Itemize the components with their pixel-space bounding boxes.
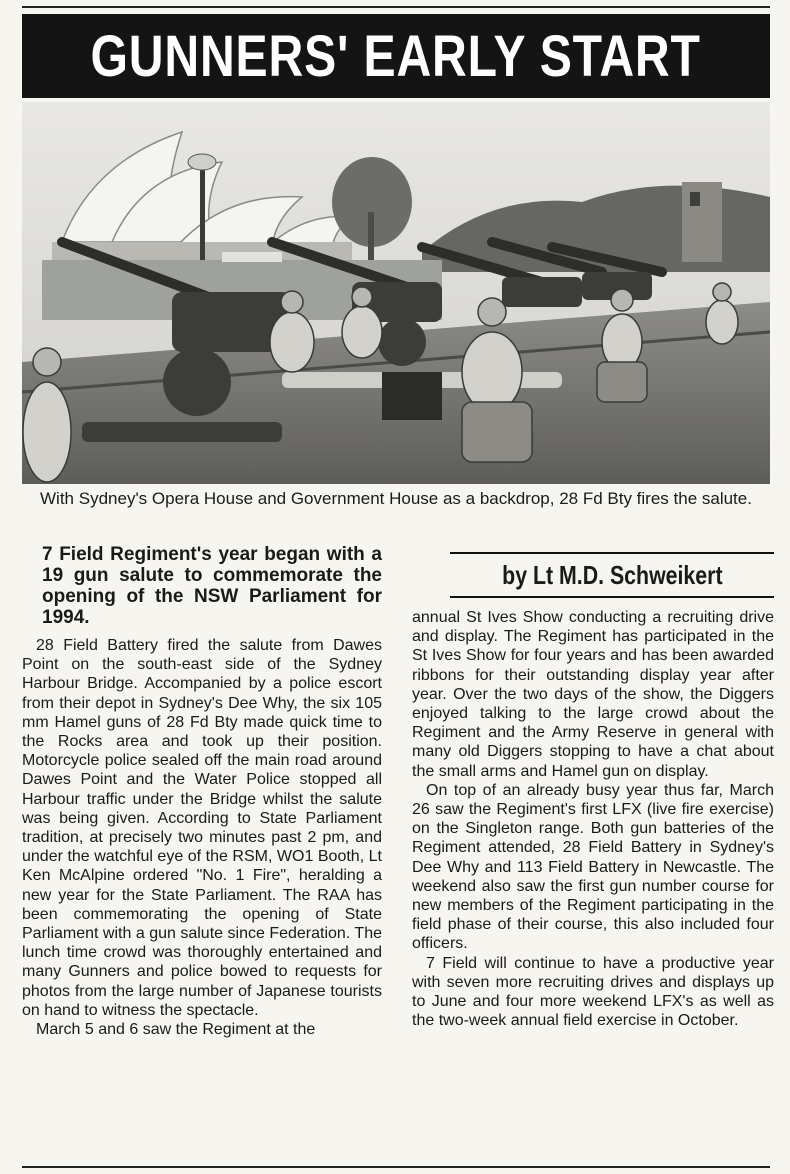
byline: by Lt M.D. Schweikert [501,559,723,590]
body-paragraph: March 5 and 6 saw the Regiment at the [36,1021,316,1039]
byline-box [450,552,774,598]
photo-guns-opera-house [22,102,770,484]
right-column [412,552,774,1030]
photo-caption: With Sydney's Opera House and Government House as a backdrop, 28 Fd Bty fires the salute. [40,489,752,508]
news-photo [22,102,770,484]
body-paragraph: 7 Field will continue to have a productive year with seven more recruiting drives and displays up to June and four more weekend LFX's as well as the two-week annual field exercise in October. [412,954,774,1030]
headline-banner [22,14,770,98]
body-paragraph: On top of an already busy year thus far, March 26 saw the Regiment's first LFX (live fire exercise) on the Singleton range. Both gun batteries of the Regiment attended, 28 Field Battery in Sydney's Dee Why and 113 Field Battery in Newcastle. The weekend also saw the first gun number course for new members of the Regiment participating in the field phase of their course, this also included four officers. [412,781,774,953]
body-paragraph: annual St Ives Show conducting a recruiting drive and display. The Regiment has participated in the St Ives Show for four years and has been awarded ribbons for their outstanding display year after year. Over the two days of the show, the Diggers enjoyed talking to the large crowd about the Regiment and the Army Reserve in general with many old Diggers stopping to have a chat about the small arms and Hamel gun on display. [412,609,774,780]
headline: GUNNERS' EARLY START [90,23,702,89]
body-paragraph: 28 Field Battery fired the salute from Dawes Point on the south-east side of the Sydney Harbour Bridge. Accompanied by a police escort from their depot in Sydney's Dee Why, the six 105 mm Hamel guns of 28 Fd Bty made quick time to the Rocks area and took up their position. Motorcycle police sealed off the main road around Dawes Point and the Water Police stopped all Harbour traffic under the Bridge whilst the salute was being given. According to State Parliament tradition, at precisely two minutes past 2 pm, and under the watchful eye of the RSM, WO1 Booth, Lt Ken McAlpine ordered "No. 1 Fire", heralding a new year for the State Parliament. The RAA has been commemorating the opening of State Parliament with a gun salute since Federation. The lunch time crowd was thoroughly entertained and many Gunners and police bowed to requests for photos from the large number of Japanese tourists on hand to witness the spectacle. [22,637,382,1019]
bottom-rule [22,1166,770,1168]
left-column [22,544,382,1039]
lead-paragraph: 7 Field Regiment's year began with a 19 gun salute to commemorate the opening of the NSW Parliament for 1994. [42,544,382,628]
top-rule [22,6,770,8]
